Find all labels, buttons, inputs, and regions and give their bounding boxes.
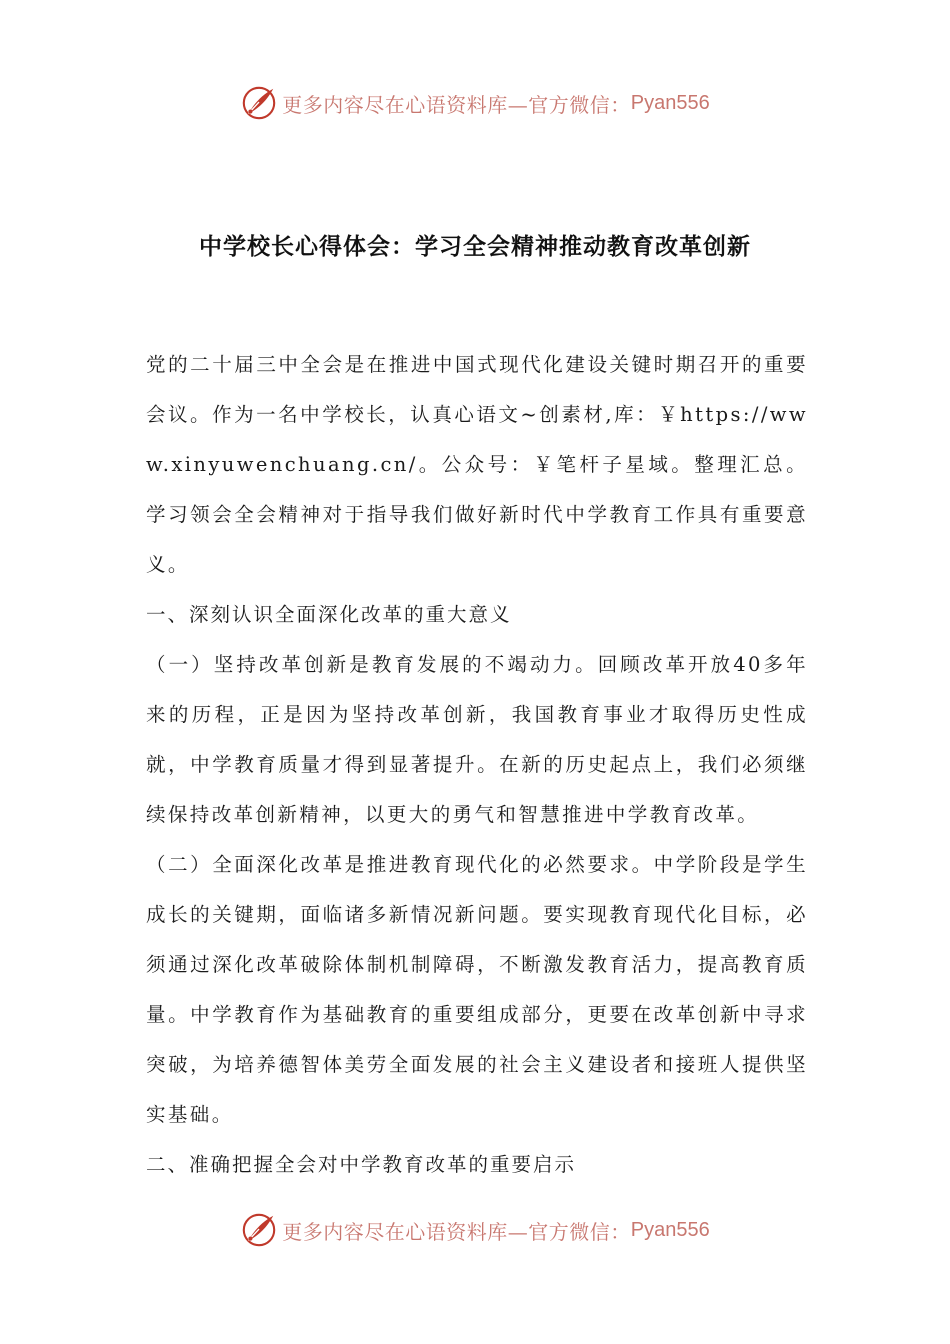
document-body xyxy=(146,340,808,1190)
paragraph-1-2: （二）全面深化改革是推进教育现代化的必然要求。中学阶段是学生成长的关键期，面临诸多新情况新问题。要实现教育现代化目标，必须通过深化改革破除体制机制障碍，不断激发教育活力，提高教育质量。中学教育作为基础教育的重要组成部分，更要在改革创新中寻求突破，为培养德智体美劳全面发展的社会主义建设者和接班人提供坚实基础。 xyxy=(146,853,808,1126)
intro-paragraph: 党的二十届三中全会是在推进中国式现代化建设关键时期召开的重要会议。作为一名中学校长，认真心语文~创素材,库：￥https://www.xinyuwenchuang.cn/。公众号：￥笔杆子星域。整理汇总。学习领会全会精神对于指导我们做好新时代中学教育工作具有重要意义。 xyxy=(146,353,808,576)
banner-text: 更多内容尽在心语资料库—官方微信： xyxy=(282,1219,631,1244)
section-heading-2: 二、准确把握全会对中学教育改革的重要启示 xyxy=(146,1153,577,1176)
quill-logo-icon xyxy=(240,1211,278,1249)
banner-wechat-id: Pyan556 xyxy=(630,1218,710,1241)
footer-banner xyxy=(0,1208,950,1252)
quill-logo-icon xyxy=(240,84,278,122)
header-banner xyxy=(0,81,950,125)
section-heading-1: 一、深刻认识全面深化改革的重大意义 xyxy=(146,603,512,626)
banner-wechat-id: Pyan556 xyxy=(630,91,710,114)
document-title: 中学校长心得体会：学习全会精神推动教育改革创新 xyxy=(199,234,751,260)
banner-text: 更多内容尽在心语资料库—官方微信： xyxy=(282,92,631,117)
paragraph-1-1: （一）坚持改革创新是教育发展的不竭动力。回顾改革开放40多年来的历程，正是因为坚持改革创新，我国教育事业才取得历史性成就，中学教育质量才得到显著提升。在新的历史起点上，我们必须继续保持改革创新精神，以更大的勇气和智慧推进中学教育改革。 xyxy=(146,653,808,826)
